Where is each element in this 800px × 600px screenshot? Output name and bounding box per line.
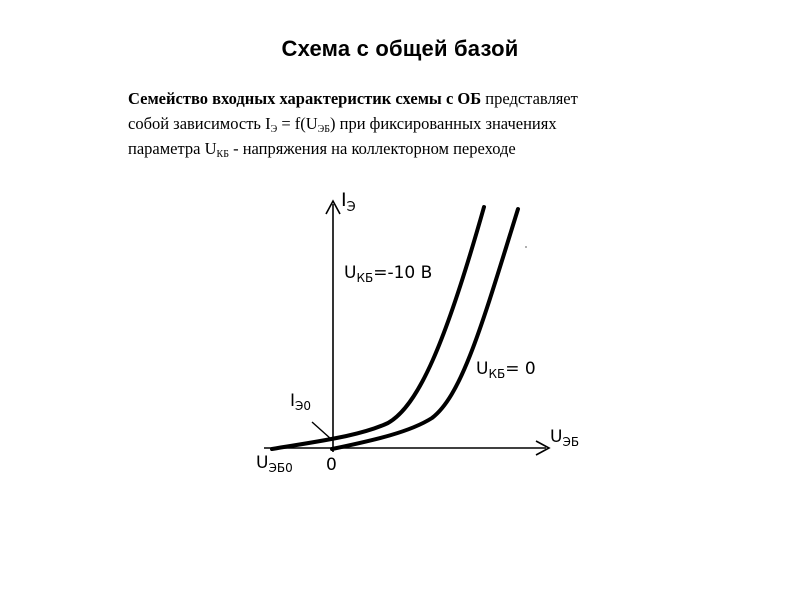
ie0-leader-line bbox=[312, 422, 331, 439]
ie0-label: $I_{Э0}$ bbox=[290, 391, 312, 413]
curve-ukb-minus10-label: $U_{КБ}=-10$ В bbox=[344, 263, 433, 285]
description-line-3-b: - напряжения на коллекторном переходе bbox=[228, 139, 516, 158]
slide-title: Схема с общей базой bbox=[281, 36, 519, 61]
curve-ukb-0 bbox=[332, 209, 518, 449]
description-sub-ueb: ЭБ bbox=[317, 124, 330, 135]
description-sub-ie: Э bbox=[270, 124, 278, 135]
description-line-1-rest: представляет bbox=[481, 89, 578, 108]
description-line-3-a: параметра U bbox=[128, 139, 217, 158]
origin-label: 0 bbox=[326, 455, 337, 475]
description-bold: Семейство входных характеристик схемы с ОБ bbox=[128, 89, 482, 108]
description-sub-ukb: КБ bbox=[216, 149, 229, 160]
description-line-2-b: = f(U bbox=[277, 114, 318, 133]
description-line-2-a: собой зависимость I bbox=[128, 114, 271, 133]
stray-dot bbox=[525, 246, 527, 248]
x-axis-label: $U_{ЭБ}$ bbox=[550, 427, 580, 449]
ueb0-label: $U_{ЭБ0}$ bbox=[256, 453, 293, 475]
description-line-2-c: ) при фиксированных значениях bbox=[330, 114, 557, 133]
y-axis-label: $I_Э$ bbox=[341, 189, 356, 215]
curve-ukb-0-label: $U_{КБ}= 0$ bbox=[476, 359, 536, 381]
